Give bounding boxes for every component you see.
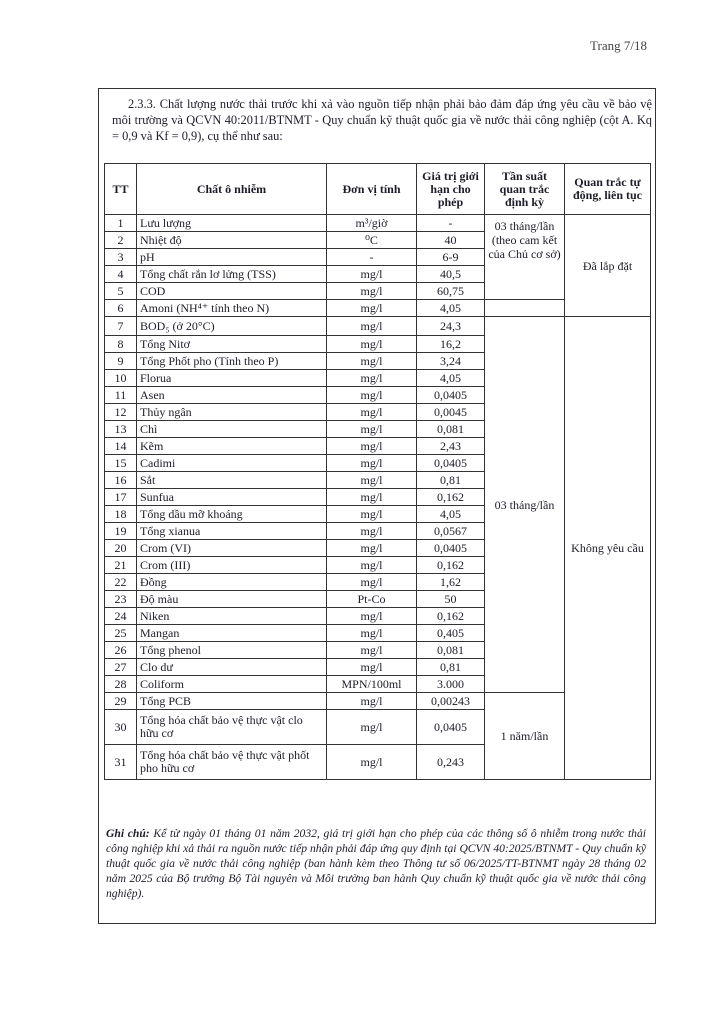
pollutant-name: pH	[137, 249, 327, 266]
row-number: 8	[105, 336, 137, 353]
unit-cell: mg/l	[327, 404, 417, 421]
unit-cell: mg/l	[327, 693, 417, 710]
limit-value: 0,0405	[417, 540, 485, 557]
limit-value: 0,162	[417, 608, 485, 625]
limit-value: 0,81	[417, 659, 485, 676]
pollutant-name: Chì	[137, 421, 327, 438]
unit-cell: mg/l	[327, 455, 417, 472]
limit-value: 60,75	[417, 283, 485, 300]
row-number: 3	[105, 249, 137, 266]
table-header-row	[105, 164, 651, 215]
pollutant-name: Tổng hóa chất bảo vệ thực vật clo hữu cơ	[137, 710, 327, 745]
pollutant-name: Tổng Nitơ	[137, 336, 327, 353]
pollutant-name: BOD₅ (ở 20°C)	[137, 317, 327, 336]
row-number: 5	[105, 283, 137, 300]
limit-value: 3,24	[417, 353, 485, 370]
header-unit: Đơn vị tính	[327, 164, 417, 215]
pollutant-name: Nhiệt độ	[137, 232, 327, 249]
limit-value: 3.000	[417, 676, 485, 693]
row-number: 12	[105, 404, 137, 421]
note-text: Kể từ ngày 01 tháng 01 năm 2032, giá trị giới hạn cho phép của các thông số ô nhiễm trong nước thải công nghiệp khi xả thải ra nguồn nước tiếp nhận phải đáp ứng quy định tại QCVN 40:2025/BTNMT - Quy chuẩn kỹ thuật quốc gia về nước thải công nghiệp (ban hành kèm theo Thông tư số 06/2025/TT-BTNMT ngày 28 tháng 02 năm 2025 của Bộ trưởng Bộ Tài nguyên và Môi trường ban hành Quy chuẩn kỹ thuật quốc gia về nước thải công nghiệp).	[106, 827, 646, 900]
note-label: Ghi chú:	[106, 827, 150, 840]
row-number: 28	[105, 676, 137, 693]
frequency-group-3: 1 năm/lần	[485, 693, 565, 780]
table-body	[105, 215, 651, 780]
pollutant-name: Tổng PCB	[137, 693, 327, 710]
pollutant-name: Asen	[137, 387, 327, 404]
unit-cell: mg/l	[327, 557, 417, 574]
pollutant-name: Lưu lượng	[137, 215, 327, 232]
page-number: Trang 7/18	[590, 38, 647, 53]
unit-cell: mg/l	[327, 387, 417, 404]
frequency-empty-cell	[485, 300, 565, 317]
pollutant-name: Tổng chất rắn lơ lửng (TSS)	[137, 266, 327, 283]
pollutant-name: Crom (III)	[137, 557, 327, 574]
unit-cell: Pt-Co	[327, 591, 417, 608]
limit-value: 0,0567	[417, 523, 485, 540]
unit-cell: mg/l	[327, 283, 417, 300]
limit-value: 2,43	[417, 438, 485, 455]
unit-cell: -	[327, 249, 417, 266]
header-frequency: Tần suất quan trắc định kỳ	[485, 164, 565, 215]
row-number: 22	[105, 574, 137, 591]
unit-cell: mg/l	[327, 438, 417, 455]
row-number: 18	[105, 506, 137, 523]
row-number: 4	[105, 266, 137, 283]
pollutant-name: Sunfua	[137, 489, 327, 506]
unit-cell: mg/l	[327, 574, 417, 591]
pollutant-name: Kẽm	[137, 438, 327, 455]
row-number: 20	[105, 540, 137, 557]
note-block	[106, 826, 646, 901]
pollutant-name: Clo dư	[137, 659, 327, 676]
unit-cell: mg/l	[327, 300, 417, 317]
row-number: 23	[105, 591, 137, 608]
unit-cell: m³/giờ	[327, 215, 417, 232]
pollutant-table	[104, 163, 651, 780]
limit-value: -	[417, 215, 485, 232]
limit-value: 0,243	[417, 745, 485, 780]
pollutant-name: Amoni (NH⁴⁺ tính theo N)	[137, 300, 327, 317]
row-number: 29	[105, 693, 137, 710]
row-number: 16	[105, 472, 137, 489]
pollutant-name: Tổng phenol	[137, 642, 327, 659]
row-number: 9	[105, 353, 137, 370]
row-number: 10	[105, 370, 137, 387]
limit-value: 0,00243	[417, 693, 485, 710]
unit-cell: mg/l	[327, 353, 417, 370]
unit-cell: mg/l	[327, 266, 417, 283]
unit-cell: ⁰C	[327, 232, 417, 249]
limit-value: 24,3	[417, 317, 485, 336]
row-number: 15	[105, 455, 137, 472]
row-number: 25	[105, 625, 137, 642]
row-number: 19	[105, 523, 137, 540]
row-number: 6	[105, 300, 137, 317]
pollutant-name: Tổng hóa chất bảo vệ thực vật phốt pho hữu cơ	[137, 745, 327, 780]
pollutant-name: Sắt	[137, 472, 327, 489]
limit-value: 0,081	[417, 642, 485, 659]
limit-value: 0,162	[417, 557, 485, 574]
limit-value: 16,2	[417, 336, 485, 353]
table-row	[105, 317, 651, 336]
limit-value: 40	[417, 232, 485, 249]
pollutant-name: Tổng Phốt pho (Tính theo P)	[137, 353, 327, 370]
pollutant-name: Tổng xianua	[137, 523, 327, 540]
unit-cell: mg/l	[327, 625, 417, 642]
unit-cell: mg/l	[327, 370, 417, 387]
unit-cell: mg/l	[327, 317, 417, 336]
row-number: 2	[105, 232, 137, 249]
intro-text: 2.3.3. Chất lượng nước thải trước khi xả vào nguồn tiếp nhận phải bảo đảm đáp ứng yêu cầu về bảo vệ môi trường và QCVN 40:2011/BTNMT - Quy chuẩn kỹ thuật quốc gia về nước thải công nghiệp (cột A. Kq = 0,9 và Kf = 0,9), cụ thể như sau:	[112, 97, 652, 143]
row-number: 27	[105, 659, 137, 676]
unit-cell: mg/l	[327, 421, 417, 438]
limit-value: 0,0405	[417, 710, 485, 745]
row-number: 24	[105, 608, 137, 625]
limit-value: 0,405	[417, 625, 485, 642]
row-number: 17	[105, 489, 137, 506]
limit-value: 4,05	[417, 300, 485, 317]
row-number: 14	[105, 438, 137, 455]
unit-cell: mg/l	[327, 489, 417, 506]
unit-cell: mg/l	[327, 710, 417, 745]
row-number: 1	[105, 215, 137, 232]
limit-value: 50	[417, 591, 485, 608]
intro-paragraph	[112, 96, 652, 144]
row-number: 30	[105, 710, 137, 745]
auto-monitoring-not-required: Không yêu cầu	[565, 317, 651, 780]
unit-cell: mg/l	[327, 608, 417, 625]
table-row	[105, 215, 651, 232]
unit-cell: mg/l	[327, 745, 417, 780]
row-number: 26	[105, 642, 137, 659]
unit-cell: mg/l	[327, 523, 417, 540]
unit-cell: mg/l	[327, 659, 417, 676]
header-auto-monitoring: Quan trắc tự động, liên tục	[565, 164, 651, 215]
header-pollutant: Chất ô nhiễm	[137, 164, 327, 215]
limit-value: 1,62	[417, 574, 485, 591]
unit-cell: mg/l	[327, 472, 417, 489]
row-number: 11	[105, 387, 137, 404]
frequency-group-1: 03 tháng/lần (theo cam kết của Chủ cơ sở)	[485, 215, 565, 300]
row-number: 31	[105, 745, 137, 780]
unit-cell: mg/l	[327, 506, 417, 523]
header-tt: TT	[105, 164, 137, 215]
unit-cell: mg/l	[327, 336, 417, 353]
row-number: 7	[105, 317, 137, 336]
pollutant-name: Đồng	[137, 574, 327, 591]
pollutant-name: Mangan	[137, 625, 327, 642]
pollutant-name: Coliform	[137, 676, 327, 693]
limit-value: 4,05	[417, 506, 485, 523]
limit-value: 6-9	[417, 249, 485, 266]
limit-value: 4,05	[417, 370, 485, 387]
limit-value: 0,081	[417, 421, 485, 438]
row-number: 21	[105, 557, 137, 574]
pollutant-name: Florua	[137, 370, 327, 387]
auto-monitoring-installed: Đã lắp đặt	[565, 215, 651, 317]
unit-cell: mg/l	[327, 540, 417, 557]
limit-value: 0,0405	[417, 387, 485, 404]
unit-cell: mg/l	[327, 642, 417, 659]
pollutant-name: Crom (VI)	[137, 540, 327, 557]
limit-value: 0,81	[417, 472, 485, 489]
unit-cell: MPN/100ml	[327, 676, 417, 693]
limit-value: 0,0405	[417, 455, 485, 472]
pollutant-name: Cadimi	[137, 455, 327, 472]
pollutant-name: COD	[137, 283, 327, 300]
frequency-group-2: 03 tháng/lần	[485, 317, 565, 693]
pollutant-name: Độ màu	[137, 591, 327, 608]
limit-value: 40,5	[417, 266, 485, 283]
pollutant-name: Thủy ngân	[137, 404, 327, 421]
limit-value: 0,162	[417, 489, 485, 506]
limit-value: 0,0045	[417, 404, 485, 421]
pollutant-name: Tổng dầu mỡ khoáng	[137, 506, 327, 523]
row-number: 13	[105, 421, 137, 438]
pollutant-name: Niken	[137, 608, 327, 625]
header-limit: Giá trị giới hạn cho phép	[417, 164, 485, 215]
